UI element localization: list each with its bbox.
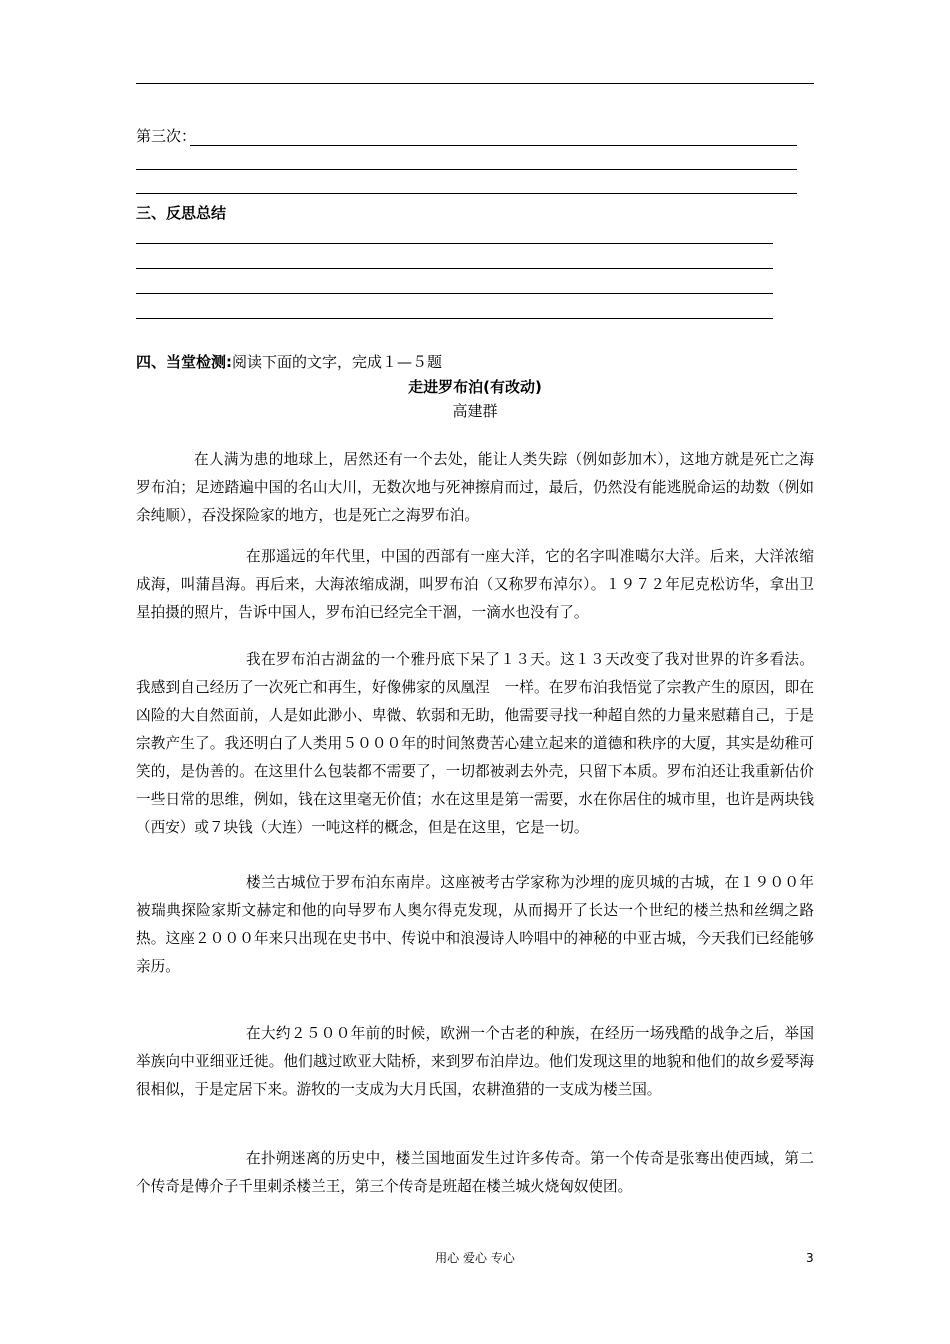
reflection-line [136,243,773,244]
reflection-line [136,293,773,294]
section-3-heading: 三、反思总结 [136,204,227,222]
article-author: 高建群 [452,402,498,420]
answer-line [136,169,797,170]
third-attempt-label: 第三次： [136,127,197,145]
answer-line [136,193,797,194]
article-paragraph: 在大约２５００年前的时候，欧洲一个古老的种族，在经历一场残酷的战争之后，举国举族向中亚细亚迁徙。他们越过欧亚大陆桥，来到罗布泊岸边。他们发现这里的地貌和他们的故乡爱琴海很相似，于是定居下来。游牧的一支成为大月氏国，农耕渔猎的一支成为楼兰国。 [136,1025,814,1098]
section-4-heading [136,352,442,372]
reflection-line [136,318,773,319]
reflection-line [136,268,773,269]
article-paragraph: 在那遥远的年代里，中国的西部有一座大洋，它的名字叫准噶尔大洋。后来，大洋浓缩成海，叫蒲昌海。再后来，大海浓缩成湖，叫罗布泊（又称罗布淖尔）。１９７２年尼克松访华，拿出卫星拍摄的照片，告诉中国人，罗布泊已经完全干涸，一滴水也没有了。 [136,548,814,621]
article-paragraph: 在扑朔迷离的历史中，楼兰国地面发生过许多传奇。第一个传奇是张骞出使西域，第二个传奇是傅介子千里刺杀楼兰王，第三个传奇是班超在楼兰城火烧匈奴使团。 [136,1150,814,1195]
page-number: 3 [806,1251,814,1265]
section-4-instruction: 阅读下面的文字，完成１—５题 [232,353,443,371]
top-rule [136,83,814,84]
article-paragraph: 我在罗布泊古湖盆的一个雅丹底下呆了１３天。这１３天改变了我对世界的许多看法。我感到自己经历了一次死亡和再生，好像佛家的凤凰涅 一样。在罗布泊我悟觉了宗教产生的原因，即在凶险的大自然面前，人是如此渺小、卑微、软弱和无助，他需要寻找一种超自然的力量来慰藉自己，于是宗教产生了。我还明白了人类用５０００年的时间煞费苦心建立起来的道德和秩序的大厦，其实是幼稚可笑的，是伪善的。在这里什么包装都不需要了，一切都被剥去外壳，只留下本质。罗布泊还让我重新估价一些日常的思维，例如，钱在这里毫无价值；水在这里是第一需要，水在你居住的城市里，也许是两块钱（西安）或７块钱（大连）一吨这样的概念，但是在这里，它是一切。 [136,651,814,836]
article-paragraph: 在人满为患的地球上，居然还有一个去处，能让人类失踪（例如彭加木），这地方就是死亡之海罗布泊；足迹踏遍中国的名山大川，无数次地与死神擦肩而过，最后，仍然没有能逃脱命运的劫数（例如余纯顺），吞没探险家的地方，也是死亡之海罗布泊。 [136,451,814,524]
article-paragraph: 楼兰古城位于罗布泊东南岸。这座被考古学家称为沙埋的庞贝城的古城，在１９００年被瑞典探险家斯文赫定和他的向导罗布人奥尔得克发现，从而揭开了长达一个世纪的楼兰热和丝绸之路热。这座２０００年来只出现在史书中、传说中和浪漫诗人吟唱中的神秘的中亚古城，今天我们已经能够亲历。 [136,874,814,975]
page-footer-motto: 用心 爱心 专心 [435,1251,515,1265]
article-title: 走进罗布泊(有改动) [408,378,542,396]
answer-line [190,145,797,146]
section-4-title: 四、当堂检测: [136,353,232,371]
